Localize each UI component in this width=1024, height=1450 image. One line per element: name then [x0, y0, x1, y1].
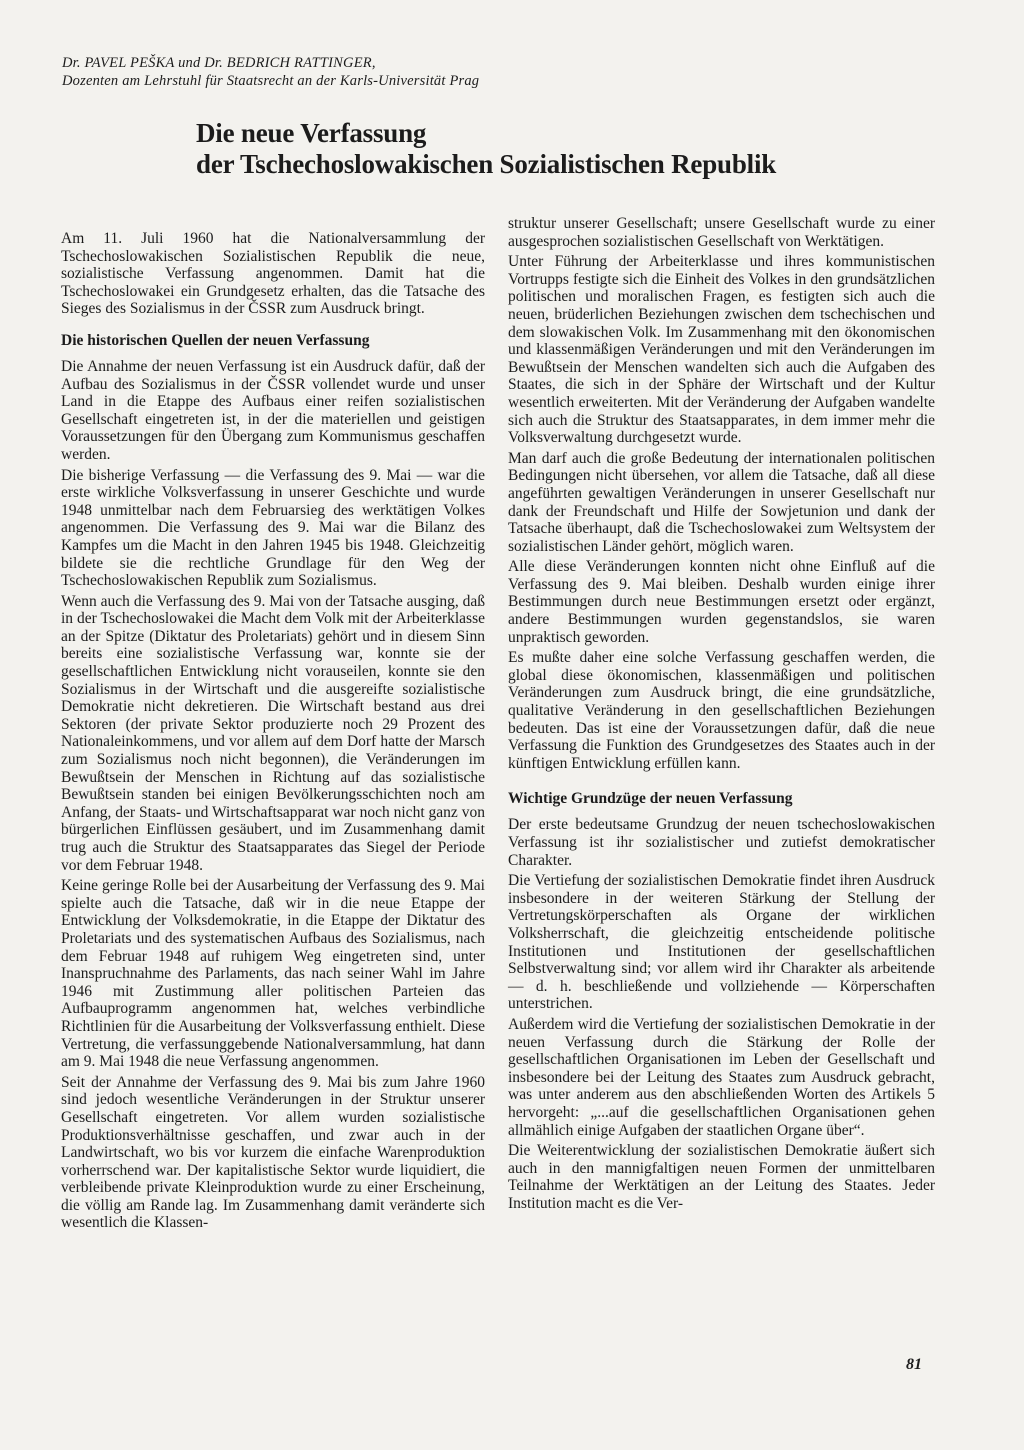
paragraph: Die Weiterentwicklung der sozialistischen Demokratie äußert sich auch in den mannigfaltigen neuen Formen der unmittelbaren Teilnahme der Werktätigen an der Leitung des Staates. Jeder Institution macht es die Ver- [508, 1142, 935, 1212]
paragraph: Der erste bedeutsame Grundzug der neuen tschechoslowakischen Verfassung ist ihr sozialistischer und zutiefst demokratischer Charakter. [508, 816, 935, 869]
left-column [61, 215, 485, 1235]
paragraph: Alle diese Veränderungen konnten nicht ohne Einfluß auf die Verfassung des 9. Mai bleiben. Deshalb wurden einige ihrer Bestimmungen durch neue Bestimmungen ersetzt oder ergänzt, andere Bestimmungen wurden gegenstandslos, sie waren unpraktisch geworden. [508, 558, 935, 646]
section-heading-main-features: Wichtige Grundzüge der neuen Verfassung [508, 790, 793, 808]
title-line-2: der Tschechoslowakischen Sozialistischen Republik [196, 149, 777, 179]
paragraph: Unter Führung der Arbeiterklasse und ihres kommunistischen Vortrupps festigte sich die Einheit des Volkes in den grundsätzlichen politischen und moralischen Fragen, es festigten sich auch die neuen, brüderlichen Beziehungen zwischen dem tschechischen und dem slowakischen Volk. Im Zusammenhang mit den ökonomischen und klassenmäßigen Veränderungen und mit den Veränderungen im Bewußtsein der Menschen wandelten sich auch die Aufgaben des Staates, die sich in der Sphäre der Wirtschaft und der Kultur wesentlich erweiterten. Mit der Veränderung der Aufgaben wandelte sich auch die Struktur des Staatsapparates, in dem immer mehr die Volksverwaltung durchgesetzt wurde. [508, 253, 935, 447]
authors-names: Dr. PAVEL PEŠKA und Dr. BEDRICH RATTINGER, [62, 55, 376, 71]
article-title [196, 118, 956, 180]
author-byline [62, 54, 762, 90]
page-number: 81 [906, 1356, 922, 1373]
right-column [508, 215, 935, 1215]
paragraph: Die Annahme der neuen Verfassung ist ein Ausdruck dafür, daß der Aufbau des Sozialismus in der ČSSR vollendet wurde und unser Land in die Etappe des Aufbaus einer reifen sozialistischen Gesellschaft eingetreten ist, in der die materiellen und geistigen Voraussetzungen für den Übergang zum Kommunismus geschaffen werden. [61, 357, 485, 463]
paragraph: Seit der Annahme der Verfassung des 9. Mai bis zum Jahre 1960 sind jedoch wesentliche Veränderungen in der Struktur unserer Gesellschaft eingetreten. Vor allem wurden sozialistische Produktionsverhältnisse geschaffen, und zwar auch in der Landwirtschaft, wo bis vor kurzem die einfache Warenproduktion vorherrschend war. Der kapitalistische Sektor wurde liquidiert, die verbleibende private Kleinproduktion wurde zu einer Erscheinung, die völlig am Rande lag. Im Zusammenhang damit veränderte sich wesentlich die Klassen- [61, 1073, 485, 1232]
paragraph: Außerdem wird die Vertiefung der sozialistischen Demokratie in der neuen Verfassung durch die Stärkung der Rolle der gesellschaftlichen Organisationen im Leben der Gesellschaft und insbesondere bei der Leitung des Staates zum Ausdruck gebracht, was unter anderem aus den abschließenden Worten des Artikels 5 hervorgeht: „...auf die gesellschaftlichen Organisationen gehen allmählich einige Aufgaben der staatlichen Organe über“. [508, 1015, 935, 1139]
paragraph: Wenn auch die Verfassung des 9. Mai von der Tatsache ausging, daß in der Tschechoslowakei die Macht dem Volk mit der Arbeiterklasse an der Spitze (Diktatur des Proletariats) gehört und in diesem Sinn bereits eine sozialistische Verfassung war, konnte sie der gesellschaftlichen Entwicklung nicht vorauseilen, konnte sie den Sozialismus in der Wirtschaft und die ausgereifte sozialistische Demokratie nicht dekretieren. Die Wirtschaft bestand aus drei Sektoren (der private Sektor produzierte noch 29 Prozent des Nationaleinkommens, und vor allem auf dem Dorf hatte der Marsch zum Sozialismus noch nicht begonnen), die Veränderungen im Bewußtsein der Menschen in Richtung auf das sozialistische Bewußtsein standen bei einigen Bevölkerungsschichten noch am Anfang, der Staats- und Wirtschaftsapparat war noch nicht ganz von bürgerlichen Einflüssen gesäubert, und im Zusammenhang damit trug auch die Struktur des Staatsapparates das Siegel der Periode vor dem Februar 1948. [61, 592, 485, 874]
paragraph: Keine geringe Rolle bei der Ausarbeitung der Verfassung des 9. Mai spielte auch die Tatsache, daß wir in die neue Etappe der Entwicklung der Volksdemokratie, in die Etappe der Diktatur des Proletariats und des systematischen Aufbaus des Sozialismus, nach dem Februar 1948 auf ruhigem Weg eingetreten sind, unter Inanspruchnahme des Parlaments, das nach seiner Wahl im Jahre 1946 mit Zustimmung aller politischen Parteien das Aufbauprogramm angenommen hat, welches verbindliche Richtlinien für die Ausarbeitung der Volksverfassung enthielt. Diese Vertretung, die verfassunggebende Nationalversammlung, hat dann am 9. Mai 1948 die neue Verfassung angenommen. [61, 877, 485, 1071]
paragraph: Man darf auch die große Bedeutung der internationalen politischen Bedingungen nicht übersehen, vor allem die Tatsache, daß all diese angeführten gewaltigen Veränderungen in unserer Gesellschaft nur dank der Freundschaft und Hilfe der Sowjetunion und dank der Tatsache überhaupt, daß die Tschechoslowakei zum Weltsystem der sozialistischen Länder gehört, möglich waren. [508, 449, 935, 555]
paragraph: struktur unserer Gesellschaft; unsere Gesellschaft wurde zu einer ausgesprochen sozialistischen Gesellschaft von Werktätigen. [508, 215, 935, 250]
paragraph: Es mußte daher eine solche Verfassung geschaffen werden, die global diese ökonomischen, klassenmäßigen und politischen Veränderungen zum Ausdruck bringt, die eine grundsätzliche, qualitative Veränderung in den gesellschaftlichen Beziehungen bedeuten. Das ist eine der Voraussetzungen dafür, daß die neue Verfassung die Funktion des Grundgesetzes des Staates auch in der künftigen Entwicklung erfüllen kann. [508, 649, 935, 772]
section-heading-historical-sources: Die historischen Quellen der neuen Verfassung [61, 331, 370, 349]
paragraph: Die bisherige Verfassung — die Verfassung des 9. Mai — war die erste wirkliche Volksverfassung in unserer Geschichte und wurde 1948 unmittelbar nach dem Februarsieg des werktätigen Volkes angenommen. Die Verfassung des 9. Mai war die Bilanz des Kampfes um die Macht in den Jahren 1945 bis 1948. Gleichzeitig bildete sie die rechtliche Grundlage für den Weg der Tschechoslowakischen Republik zum Sozialismus. [61, 466, 485, 590]
title-line-1: Die neue Verfassung [196, 118, 427, 148]
authors-affiliation: Dozenten am Lehrstuhl für Staatsrecht an der Karls-Universität Prag [62, 73, 480, 89]
paragraph: Die Vertiefung der sozialistischen Demokratie findet ihren Ausdruck insbesondere in der weiteren Stärkung der Stellung der Vertretungskörperschaften als Organe der wirklichen Volksherrschaft, die gleichzeitig entscheidende politische Institutionen und Institutionen der gesellschaftlichen Selbstverwaltung sind; vor allem wird ihr Charakter als arbeitende — d. h. beschließende und vollziehende — Körperschaften unterstrichen. [508, 872, 935, 1013]
intro-paragraph: Am 11. Juli 1960 hat die Nationalversammlung der Tschechoslowakischen Sozialistischen Republik die neue, sozialistische Verfassung angenommen. Damit hat die Tschechoslowakei ein Grundgesetz erhalten, das die Tatsache des Sieges des Sozialismus in der ČSSR zum Ausdruck bringt. [61, 230, 485, 318]
